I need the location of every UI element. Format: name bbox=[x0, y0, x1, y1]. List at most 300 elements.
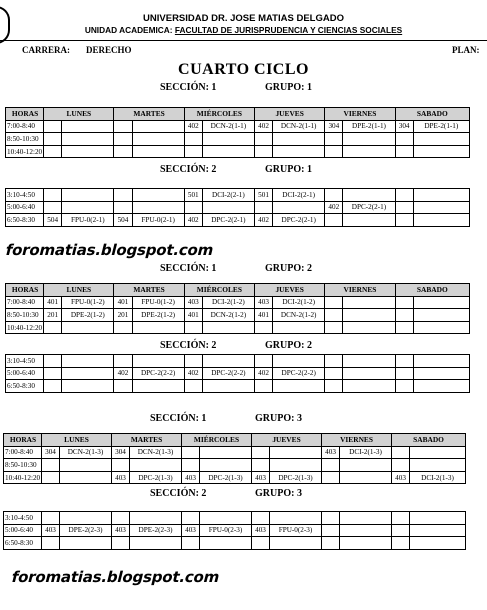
room-cell bbox=[255, 355, 273, 368]
room-cell bbox=[395, 201, 413, 214]
room-cell bbox=[325, 380, 343, 393]
course-cell bbox=[132, 321, 184, 334]
room-cell: 402 bbox=[184, 367, 202, 380]
course-cell bbox=[202, 201, 254, 214]
table-row bbox=[6, 321, 470, 334]
course-cell bbox=[413, 367, 469, 380]
room-cell bbox=[42, 459, 60, 472]
course-cell bbox=[202, 145, 254, 158]
course-cell bbox=[132, 189, 184, 202]
room-cell: 403 bbox=[112, 471, 130, 484]
course-cell bbox=[343, 321, 395, 334]
course-cell bbox=[62, 120, 114, 133]
course-cell bbox=[410, 446, 466, 459]
schedule-table bbox=[5, 354, 470, 393]
course-cell bbox=[273, 380, 325, 393]
course-cell: DCI-2(1-2) bbox=[202, 296, 254, 309]
course-cell bbox=[343, 380, 395, 393]
room-cell: 403 bbox=[392, 471, 410, 484]
course-cell: DPE-2(1-1) bbox=[413, 120, 469, 133]
academic-unit-value: FACULTAD DE JURISPRUDENCIA Y CIENCIAS SOCIALES bbox=[174, 25, 403, 35]
day-column-header: MARTES bbox=[112, 434, 182, 447]
course-cell bbox=[202, 355, 254, 368]
course-cell bbox=[202, 380, 254, 393]
room-cell bbox=[392, 459, 410, 472]
room-cell bbox=[395, 189, 413, 202]
course-cell bbox=[60, 537, 112, 550]
course-cell bbox=[413, 309, 469, 322]
table-row bbox=[6, 380, 470, 393]
room-cell: 402 bbox=[114, 367, 132, 380]
room-cell bbox=[114, 321, 132, 334]
table-row bbox=[4, 524, 466, 537]
room-cell: 304 bbox=[112, 446, 130, 459]
room-cell: 403 bbox=[112, 524, 130, 537]
day-column-header: MIÉRCOLES bbox=[184, 108, 254, 121]
room-cell bbox=[325, 133, 343, 146]
course-cell bbox=[410, 459, 466, 472]
room-cell bbox=[395, 355, 413, 368]
table-row bbox=[6, 309, 470, 322]
course-cell: DPE-2(1-2) bbox=[62, 309, 114, 322]
course-cell bbox=[273, 321, 325, 334]
room-cell bbox=[252, 512, 270, 525]
room-cell bbox=[325, 214, 343, 227]
room-cell: 401 bbox=[114, 296, 132, 309]
schedule-table bbox=[5, 107, 470, 158]
course-cell: FPU-0(2-1) bbox=[132, 214, 184, 227]
day-column-header: SABADO bbox=[395, 284, 469, 297]
room-cell bbox=[395, 321, 413, 334]
day-column-header: VIERNES bbox=[325, 108, 395, 121]
day-column-header: SABADO bbox=[392, 434, 466, 447]
room-cell bbox=[184, 201, 202, 214]
table-row bbox=[4, 459, 466, 472]
course-cell bbox=[130, 512, 182, 525]
course-cell bbox=[413, 201, 469, 214]
room-cell bbox=[325, 189, 343, 202]
course-cell: DCI-2(2-1) bbox=[202, 189, 254, 202]
course-cell: FPU-0(1-2) bbox=[132, 296, 184, 309]
time-slot-cell: 7:00-8:40 bbox=[4, 446, 42, 459]
room-cell bbox=[182, 459, 200, 472]
course-cell bbox=[340, 524, 392, 537]
room-cell bbox=[325, 309, 343, 322]
course-cell bbox=[413, 133, 469, 146]
course-cell bbox=[60, 471, 112, 484]
room-cell bbox=[112, 537, 130, 550]
room-cell: 304 bbox=[395, 120, 413, 133]
table-row bbox=[6, 133, 470, 146]
course-cell bbox=[62, 145, 114, 158]
room-cell bbox=[395, 380, 413, 393]
course-cell bbox=[62, 321, 114, 334]
room-cell bbox=[325, 367, 343, 380]
room-cell bbox=[184, 355, 202, 368]
table-header-row bbox=[4, 434, 466, 447]
room-cell bbox=[182, 512, 200, 525]
table-row bbox=[6, 189, 470, 202]
time-slot-cell: 10:40-12:20 bbox=[4, 471, 42, 484]
time-slot-cell: 7:00-8:40 bbox=[6, 296, 44, 309]
course-cell bbox=[340, 459, 392, 472]
course-cell: DCI-2(2-1) bbox=[273, 189, 325, 202]
hours-column-header: HORAS bbox=[6, 108, 44, 121]
room-cell bbox=[325, 355, 343, 368]
course-cell bbox=[132, 145, 184, 158]
day-column-header: JUEVES bbox=[255, 108, 325, 121]
course-cell: FPU-0(2-1) bbox=[62, 214, 114, 227]
course-cell: DPC-2(2-1) bbox=[343, 201, 395, 214]
course-cell: DCN-2(1-3) bbox=[130, 446, 182, 459]
time-slot-cell: 10:40-12:20 bbox=[6, 145, 44, 158]
course-cell bbox=[62, 189, 114, 202]
room-cell bbox=[114, 145, 132, 158]
course-cell bbox=[270, 459, 322, 472]
course-cell: DPC-2(1-3) bbox=[130, 471, 182, 484]
course-cell bbox=[132, 201, 184, 214]
course-cell: DCN-2(1-1) bbox=[273, 120, 325, 133]
table-row bbox=[4, 537, 466, 550]
room-cell bbox=[322, 512, 340, 525]
time-slot-cell: 6:50-8:30 bbox=[4, 537, 42, 550]
course-cell bbox=[340, 512, 392, 525]
course-cell bbox=[270, 512, 322, 525]
course-cell bbox=[273, 201, 325, 214]
room-cell bbox=[395, 309, 413, 322]
time-slot-cell: 3:10-4:50 bbox=[6, 189, 44, 202]
course-cell bbox=[413, 214, 469, 227]
day-column-header: MARTES bbox=[114, 108, 184, 121]
day-column-header: MIÉRCOLES bbox=[184, 284, 254, 297]
course-cell: DCI-2(1-3) bbox=[340, 446, 392, 459]
course-cell bbox=[62, 201, 114, 214]
course-cell bbox=[62, 380, 114, 393]
day-column-header: MIÉRCOLES bbox=[182, 434, 252, 447]
course-cell: DPE-2(1-2) bbox=[132, 309, 184, 322]
room-cell bbox=[114, 133, 132, 146]
room-cell bbox=[322, 471, 340, 484]
course-cell bbox=[130, 459, 182, 472]
table-row bbox=[6, 145, 470, 158]
section-label: SECCIÓN: 1 bbox=[160, 82, 217, 93]
career-value: DERECHO bbox=[86, 45, 132, 55]
course-cell bbox=[130, 537, 182, 550]
hours-column-header: HORAS bbox=[4, 434, 42, 447]
room-cell bbox=[114, 380, 132, 393]
schedule-table bbox=[5, 283, 470, 334]
career-label: CARRERA: bbox=[22, 45, 70, 55]
time-slot-cell: 8:50-10:30 bbox=[4, 459, 42, 472]
course-cell bbox=[413, 355, 469, 368]
course-cell bbox=[132, 380, 184, 393]
table-header-row bbox=[6, 108, 470, 121]
room-cell: 401 bbox=[255, 309, 273, 322]
room-cell bbox=[184, 133, 202, 146]
day-column-header: VIERNES bbox=[322, 434, 392, 447]
room-cell bbox=[255, 380, 273, 393]
course-cell bbox=[413, 380, 469, 393]
room-cell bbox=[252, 537, 270, 550]
group-label: GRUPO: 2 bbox=[265, 263, 312, 274]
table-row bbox=[6, 296, 470, 309]
room-cell bbox=[322, 524, 340, 537]
group-label: GRUPO: 2 bbox=[265, 340, 312, 351]
course-cell bbox=[200, 512, 252, 525]
room-cell bbox=[182, 446, 200, 459]
room-cell bbox=[255, 133, 273, 146]
course-cell bbox=[200, 459, 252, 472]
course-cell bbox=[62, 367, 114, 380]
course-cell bbox=[273, 355, 325, 368]
course-cell bbox=[132, 355, 184, 368]
course-cell: DPC-2(2-1) bbox=[202, 214, 254, 227]
academic-unit bbox=[0, 25, 487, 36]
course-cell bbox=[410, 524, 466, 537]
course-cell bbox=[132, 133, 184, 146]
room-cell bbox=[112, 459, 130, 472]
course-cell bbox=[340, 471, 392, 484]
course-cell bbox=[200, 537, 252, 550]
day-column-header: VIERNES bbox=[325, 284, 395, 297]
room-cell bbox=[392, 446, 410, 459]
room-cell bbox=[184, 380, 202, 393]
course-cell bbox=[343, 145, 395, 158]
room-cell bbox=[252, 459, 270, 472]
course-cell: DPE-2(2-3) bbox=[130, 524, 182, 537]
room-cell bbox=[114, 189, 132, 202]
room-cell: 402 bbox=[255, 214, 273, 227]
time-slot-cell: 6:50-8:30 bbox=[6, 214, 44, 227]
course-cell bbox=[343, 355, 395, 368]
room-cell: 201 bbox=[44, 309, 62, 322]
room-cell bbox=[392, 512, 410, 525]
room-cell: 402 bbox=[255, 367, 273, 380]
room-cell bbox=[392, 524, 410, 537]
course-cell: DCI-2(1-3) bbox=[410, 471, 466, 484]
watermark: foromatias.blogspot.com bbox=[9, 568, 222, 586]
time-slot-cell: 10:40-12:20 bbox=[6, 321, 44, 334]
time-slot-cell: 8:50-10:30 bbox=[6, 133, 44, 146]
section-label: SECCIÓN: 1 bbox=[150, 413, 207, 424]
room-cell: 402 bbox=[184, 120, 202, 133]
watermark: foromatias.blogspot.com bbox=[3, 241, 216, 259]
plan-label: PLAN: bbox=[452, 45, 480, 55]
room-cell bbox=[44, 367, 62, 380]
university-name: UNIVERSIDAD DR. JOSE MATIAS DELGADO bbox=[143, 13, 344, 24]
course-cell bbox=[202, 321, 254, 334]
room-cell bbox=[44, 120, 62, 133]
room-cell bbox=[182, 537, 200, 550]
course-cell bbox=[60, 512, 112, 525]
table-row bbox=[4, 446, 466, 459]
room-cell: 504 bbox=[44, 214, 62, 227]
room-cell: 403 bbox=[42, 524, 60, 537]
course-cell bbox=[200, 446, 252, 459]
room-cell: 402 bbox=[184, 214, 202, 227]
room-cell bbox=[395, 145, 413, 158]
time-slot-cell: 8:50-10:30 bbox=[6, 309, 44, 322]
room-cell bbox=[42, 537, 60, 550]
room-cell bbox=[322, 537, 340, 550]
group-label: GRUPO: 3 bbox=[255, 413, 302, 424]
course-cell bbox=[202, 133, 254, 146]
course-cell bbox=[413, 296, 469, 309]
room-cell: 401 bbox=[44, 296, 62, 309]
table-row bbox=[6, 201, 470, 214]
schedule-table bbox=[3, 511, 466, 550]
room-cell: 403 bbox=[252, 471, 270, 484]
course-cell bbox=[343, 296, 395, 309]
day-column-header: SABADO bbox=[395, 108, 469, 121]
course-cell bbox=[60, 459, 112, 472]
time-slot-cell: 7:00-8:40 bbox=[6, 120, 44, 133]
course-cell: FPU-0(2-3) bbox=[200, 524, 252, 537]
course-cell bbox=[410, 537, 466, 550]
day-column-header: LUNES bbox=[44, 108, 114, 121]
room-cell: 304 bbox=[325, 120, 343, 133]
course-cell bbox=[273, 145, 325, 158]
room-cell bbox=[114, 201, 132, 214]
room-cell bbox=[44, 189, 62, 202]
room-cell bbox=[325, 296, 343, 309]
room-cell: 304 bbox=[42, 446, 60, 459]
room-cell bbox=[42, 512, 60, 525]
course-cell bbox=[132, 120, 184, 133]
course-cell: DPE-2(2-3) bbox=[60, 524, 112, 537]
schedule-table bbox=[3, 433, 466, 484]
room-cell bbox=[44, 355, 62, 368]
course-cell bbox=[343, 133, 395, 146]
time-slot-cell: 3:10-4:50 bbox=[6, 355, 44, 368]
room-cell: 403 bbox=[182, 471, 200, 484]
time-slot-cell: 6:50-8:30 bbox=[6, 380, 44, 393]
course-cell: FPU-0(1-2) bbox=[62, 296, 114, 309]
group-label: GRUPO: 1 bbox=[265, 82, 312, 93]
section-label: SECCIÓN: 2 bbox=[160, 164, 217, 175]
room-cell bbox=[114, 355, 132, 368]
course-cell bbox=[410, 512, 466, 525]
course-cell bbox=[343, 309, 395, 322]
time-slot-cell: 5:00-6:40 bbox=[6, 367, 44, 380]
table-row bbox=[4, 512, 466, 525]
course-cell bbox=[270, 537, 322, 550]
room-cell: 504 bbox=[114, 214, 132, 227]
course-cell: DPC-2(2-1) bbox=[273, 214, 325, 227]
room-cell: 403 bbox=[322, 446, 340, 459]
room-cell bbox=[395, 296, 413, 309]
course-cell bbox=[62, 133, 114, 146]
room-cell: 401 bbox=[184, 309, 202, 322]
room-cell bbox=[44, 145, 62, 158]
room-cell: 403 bbox=[255, 296, 273, 309]
room-cell bbox=[114, 120, 132, 133]
room-cell: 501 bbox=[255, 189, 273, 202]
time-slot-cell: 5:00-6:40 bbox=[4, 524, 42, 537]
section-label: SECCIÓN: 1 bbox=[160, 263, 217, 274]
day-column-header: LUNES bbox=[42, 434, 112, 447]
course-cell: FPU-0(2-3) bbox=[270, 524, 322, 537]
cycle-title: CUARTO CICLO bbox=[178, 61, 309, 78]
course-cell bbox=[413, 145, 469, 158]
header-divider bbox=[0, 40, 487, 41]
day-column-header: LUNES bbox=[44, 284, 114, 297]
course-cell bbox=[343, 367, 395, 380]
room-cell bbox=[255, 321, 273, 334]
room-cell bbox=[44, 201, 62, 214]
course-cell: DPC-2(2-2) bbox=[273, 367, 325, 380]
course-cell: DPC-2(1-3) bbox=[200, 471, 252, 484]
section-label: SECCIÓN: 2 bbox=[160, 340, 217, 351]
room-cell bbox=[112, 512, 130, 525]
course-cell: DPC-2(1-3) bbox=[270, 471, 322, 484]
course-cell bbox=[413, 189, 469, 202]
course-cell: DCN-2(1-1) bbox=[202, 120, 254, 133]
course-cell bbox=[273, 133, 325, 146]
room-cell bbox=[322, 459, 340, 472]
course-cell: DCI-2(1-2) bbox=[273, 296, 325, 309]
time-slot-cell: 3:10-4:50 bbox=[4, 512, 42, 525]
room-cell: 403 bbox=[182, 524, 200, 537]
course-cell bbox=[62, 355, 114, 368]
room-cell bbox=[395, 133, 413, 146]
table-row bbox=[4, 471, 466, 484]
day-column-header: JUEVES bbox=[252, 434, 322, 447]
day-column-header: MARTES bbox=[114, 284, 184, 297]
course-cell bbox=[413, 321, 469, 334]
course-cell: DCN-2(1-2) bbox=[273, 309, 325, 322]
room-cell: 402 bbox=[255, 120, 273, 133]
hours-column-header: HORAS bbox=[6, 284, 44, 297]
room-cell bbox=[44, 133, 62, 146]
room-cell bbox=[392, 537, 410, 550]
section-label: SECCIÓN: 2 bbox=[150, 488, 207, 499]
room-cell bbox=[252, 446, 270, 459]
course-cell: DPC-2(2-2) bbox=[202, 367, 254, 380]
room-cell bbox=[44, 380, 62, 393]
time-slot-cell: 5:00-6:40 bbox=[6, 201, 44, 214]
table-row bbox=[6, 214, 470, 227]
course-cell bbox=[343, 214, 395, 227]
day-column-header: JUEVES bbox=[255, 284, 325, 297]
room-cell: 501 bbox=[184, 189, 202, 202]
course-cell bbox=[343, 189, 395, 202]
academic-unit-label: UNIDAD ACADEMICA: bbox=[84, 25, 173, 35]
course-cell: DPC-2(2-2) bbox=[132, 367, 184, 380]
schedule-table bbox=[5, 188, 470, 227]
group-label: GRUPO: 3 bbox=[255, 488, 302, 499]
course-cell bbox=[340, 537, 392, 550]
group-label: GRUPO: 1 bbox=[265, 164, 312, 175]
course-cell: DCN-2(1-2) bbox=[202, 309, 254, 322]
course-cell bbox=[270, 446, 322, 459]
room-cell: 403 bbox=[184, 296, 202, 309]
room-cell bbox=[325, 321, 343, 334]
room-cell bbox=[44, 321, 62, 334]
table-row bbox=[6, 367, 470, 380]
course-cell: DCN-2(1-3) bbox=[60, 446, 112, 459]
room-cell bbox=[395, 367, 413, 380]
room-cell bbox=[184, 321, 202, 334]
room-cell bbox=[255, 201, 273, 214]
room-cell bbox=[325, 145, 343, 158]
room-cell: 201 bbox=[114, 309, 132, 322]
room-cell bbox=[42, 471, 60, 484]
table-row bbox=[6, 355, 470, 368]
room-cell: 402 bbox=[325, 201, 343, 214]
room-cell bbox=[184, 145, 202, 158]
table-header-row bbox=[6, 284, 470, 297]
